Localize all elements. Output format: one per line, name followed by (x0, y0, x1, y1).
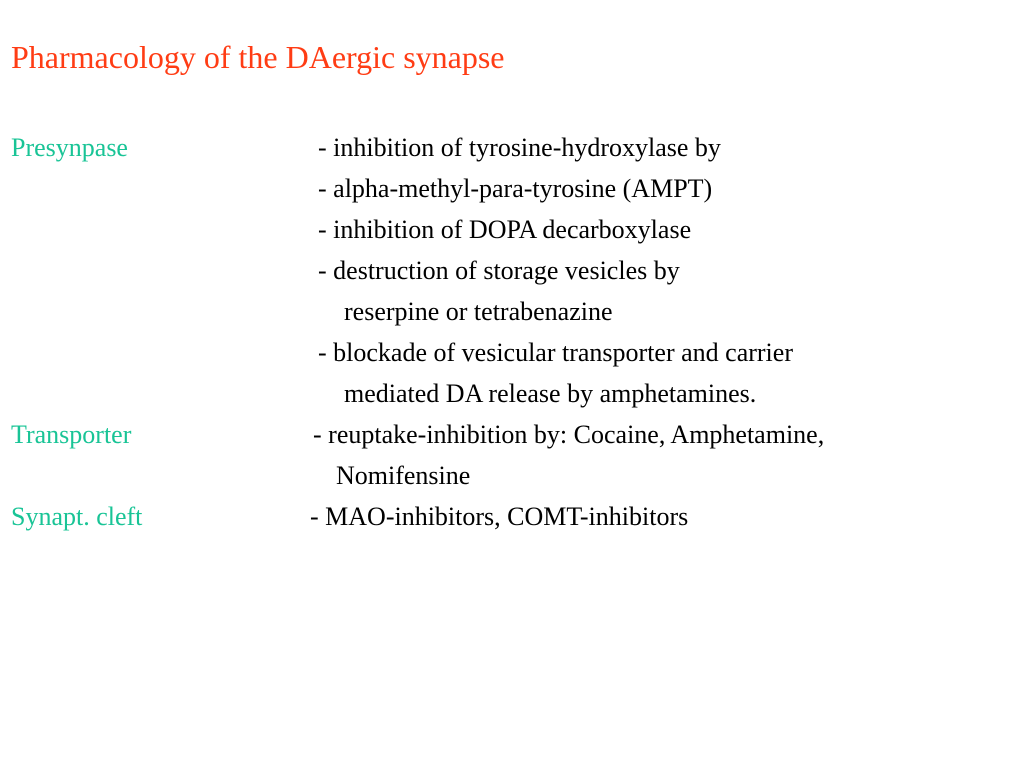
presynapse-line-3: - inhibition of DOPA decarboxylase (318, 215, 692, 244)
presynapse-line-6: - blockade of vesicular transporter and carrier (318, 338, 793, 367)
section-label-presynapse: Presynpase (11, 133, 128, 162)
presynapse-line-1: - inhibition of tyrosine-hydroxylase by (318, 133, 721, 162)
presynapse-line-7: mediated DA release by amphetamines. (344, 379, 757, 408)
section-label-synaptic-cleft: Synapt. cleft (11, 502, 143, 531)
synaptic-cleft-line-1: - MAO-inhibitors, COMT-inhibitors (310, 502, 689, 531)
transporter-line-1: - reuptake-inhibition by: Cocaine, Amphetamine, (313, 420, 825, 449)
presynapse-line-2: - alpha-methyl-para-tyrosine (AMPT) (318, 174, 713, 203)
presynapse-line-5: reserpine or tetrabenazine (344, 297, 613, 326)
slide-title: Pharmacology of the DAergic synapse (11, 39, 505, 75)
section-label-transporter: Transporter (11, 420, 132, 449)
presynapse-line-4: - destruction of storage vesicles by (318, 256, 680, 285)
transporter-line-2: Nomifensine (336, 461, 471, 490)
